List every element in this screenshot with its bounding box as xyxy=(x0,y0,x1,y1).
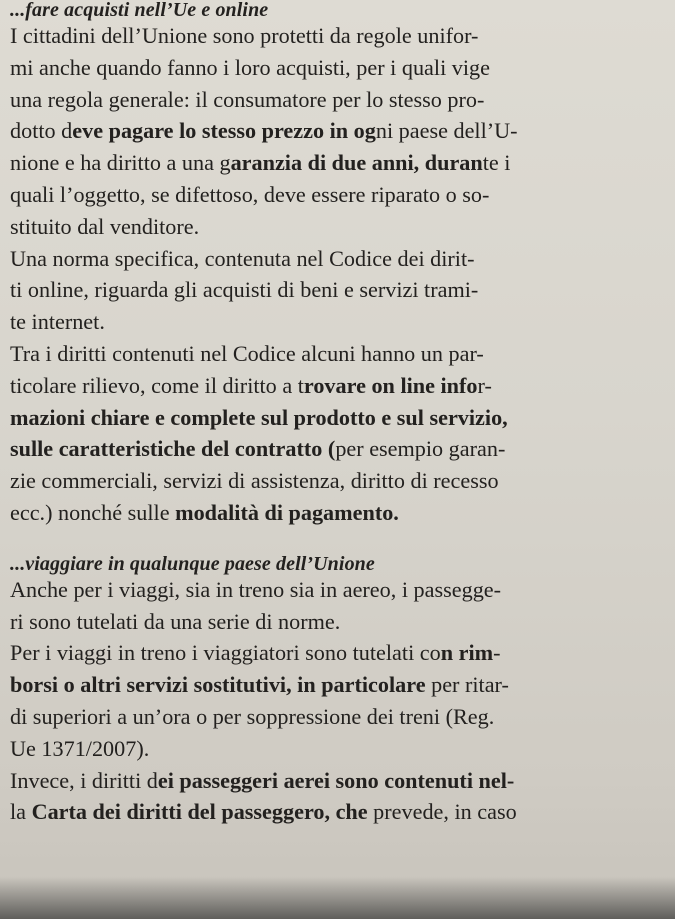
text-line: ri sono tutelati da una serie di norme. xyxy=(10,608,341,634)
text-line: ecc.) nonché sulle modalità di pagamento. xyxy=(10,499,399,525)
text-line: la Carta dei diritti del passeggero, che prevede, in caso xyxy=(10,799,517,825)
paragraph xyxy=(10,574,661,638)
section-body-travel xyxy=(10,574,661,828)
text-line: Per i viaggi in treno i viaggiatori sono tutelati con rim- xyxy=(10,640,501,666)
text-line: quali l’oggetto, se difettoso, deve essere riparato o so- xyxy=(10,181,490,207)
text-line: Tra i diritti contenuti nel Codice alcuni hanno un par- xyxy=(10,340,484,366)
text-line: stituito dal venditore. xyxy=(10,213,200,239)
paragraph xyxy=(10,765,661,829)
text-line: borsi o altri servizi sostitutivi, in particolare per ritar- xyxy=(10,672,509,698)
text-line: nione e ha diritto a una garanzia di due anni, durante i xyxy=(10,150,511,176)
section-body-online-purchases xyxy=(10,20,661,529)
text-line: di superiori a un’ora o per soppressione dei treni (Reg. xyxy=(10,703,495,729)
text-line: te internet. xyxy=(10,309,105,335)
text-line: mi anche quando fanno i loro acquisti, per i quali vige xyxy=(10,54,490,80)
text-line: Anche per i viaggi, sia in treno sia in aereo, i passegge- xyxy=(10,576,502,602)
text-line: ti online, riguarda gli acquisti di beni e servizi trami- xyxy=(10,277,479,303)
section-heading-travel: ...viaggiare in qualunque paese dell’Unione xyxy=(10,552,375,575)
text-line: sulle caratteristiche del contratto (per esempio garan- xyxy=(10,436,506,462)
text-line: zie commerciali, servizi di assistenza, diritto di recesso xyxy=(10,468,499,494)
text-line: una regola generale: il consumatore per lo stesso pro- xyxy=(10,86,485,112)
text-line: dotto deve pagare lo stesso prezzo in ogni paese dell’U- xyxy=(10,118,518,144)
text-line: mazioni chiare e complete sul prodotto e sul servizio, xyxy=(10,404,508,430)
paragraph xyxy=(10,637,661,764)
section-heading-online-purchases: ...fare acquisti nell’Ue e online xyxy=(10,0,269,21)
text-line: Una norma specifica, contenuta nel Codice dei dirit- xyxy=(10,245,475,271)
text-line: Ue 1371/2007). xyxy=(10,735,150,761)
paragraph xyxy=(10,243,661,338)
text-line: Invece, i diritti dei passeggeri aerei sono contenuti nel- xyxy=(10,767,515,793)
text-line: ticolare rilievo, come il diritto a trovare on line infor- xyxy=(10,372,492,398)
text-line: I cittadini dell’Unione sono protetti da regole unifor- xyxy=(10,23,479,48)
paragraph xyxy=(10,20,661,243)
paragraph xyxy=(10,338,661,529)
page-bottom-shadow xyxy=(0,877,675,919)
